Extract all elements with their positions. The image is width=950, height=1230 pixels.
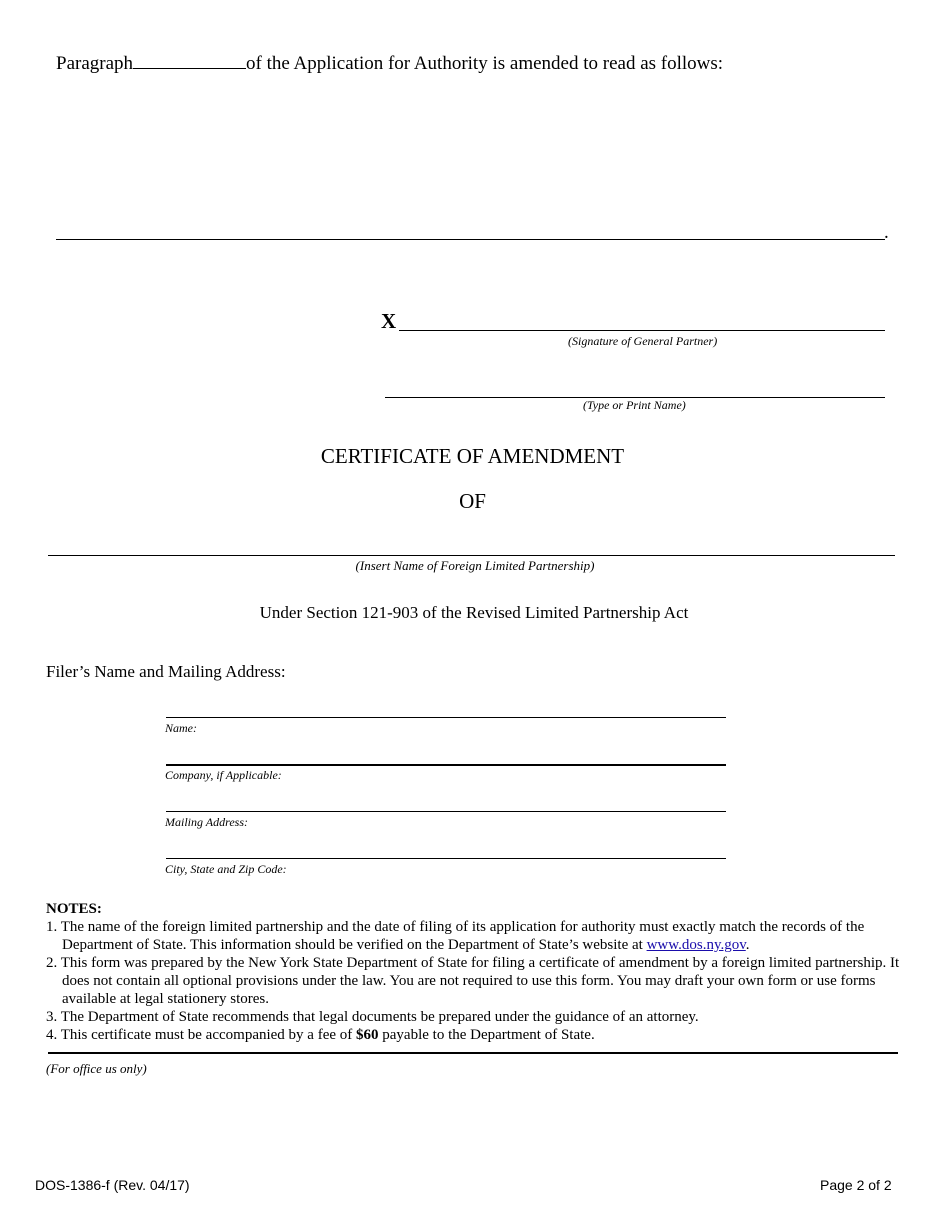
amendment-end-period: .: [884, 222, 889, 243]
filer-city-label: City, State and Zip Code:: [165, 862, 287, 876]
amendment-text-line: [56, 239, 885, 240]
paragraph-suffix: of the Application for Authority is amended to read as follows:: [246, 53, 724, 74]
signature-caption: (Signature of General Partner): [568, 334, 718, 348]
note-3: 3. The Department of State recommends that legal documents be prepared under the guidance of an attorney.: [46, 1009, 699, 1025]
certificate-title: CERTIFICATE OF AMENDMENT: [320, 444, 625, 468]
note-4-text: 4. This certificate must be accompanied by a fee of: [46, 1027, 357, 1043]
amendment-text-area[interactable]: [56, 84, 886, 234]
signature-x-mark: X: [381, 309, 397, 333]
note-4: [46, 1026, 906, 1044]
paragraph-number-field[interactable]: [133, 53, 246, 69]
dos-website-link[interactable]: www.dos.ny.gov: [646, 937, 746, 953]
paragraph-label: Paragraph: [56, 53, 134, 74]
note-4-end: payable to the Department of State.: [378, 1027, 595, 1043]
partnership-name-line[interactable]: [48, 555, 895, 556]
filer-city-line[interactable]: [166, 858, 726, 859]
note-4-fee: $60: [356, 1027, 379, 1043]
notes-heading: NOTES:: [46, 901, 102, 917]
partnership-name-caption: (Insert Name of Foreign Limited Partnership): [355, 558, 595, 573]
page-number: Page 2 of 2: [820, 1177, 892, 1193]
statute-text: Under Section 121-903 of the Revised Limited Partnership Act: [259, 603, 689, 622]
filer-address-line[interactable]: [166, 811, 726, 812]
filer-address-label: Mailing Address:: [165, 815, 248, 829]
certificate-of: OF: [459, 489, 486, 513]
note-1-end: .: [745, 937, 750, 953]
signature-line[interactable]: [399, 330, 885, 331]
notes-section: [46, 900, 906, 1044]
filer-company-line[interactable]: [166, 764, 726, 766]
paragraph-header: [56, 53, 723, 75]
filer-heading: Filer’s Name and Mailing Address:: [46, 662, 286, 681]
filer-name-label: Name:: [165, 721, 197, 735]
filer-name-line[interactable]: [166, 717, 726, 718]
note-1: [46, 918, 906, 954]
note-1-text: 1. The name of the foreign limited partnership and the date of filing of its application for authority must exactly match the records of the Department of State. This information should be verified on the Department of State’s website at: [46, 919, 865, 953]
print-name-caption: (Type or Print Name): [583, 398, 686, 412]
filer-company-label: Company, if Applicable:: [165, 768, 282, 782]
office-use-divider: [48, 1052, 898, 1054]
note-2: 2. This form was prepared by the New York State Department of State for filing a certificate of amendment by a foreign limited partnership. It does not contain all optional provisions under the law. You are not required to use this form. You may draft your own form or use forms available at legal stationery stores.: [46, 955, 900, 1007]
office-use-label: (For office us only): [46, 1061, 147, 1076]
form-id: DOS-1386-f (Rev. 04/17): [35, 1177, 190, 1193]
